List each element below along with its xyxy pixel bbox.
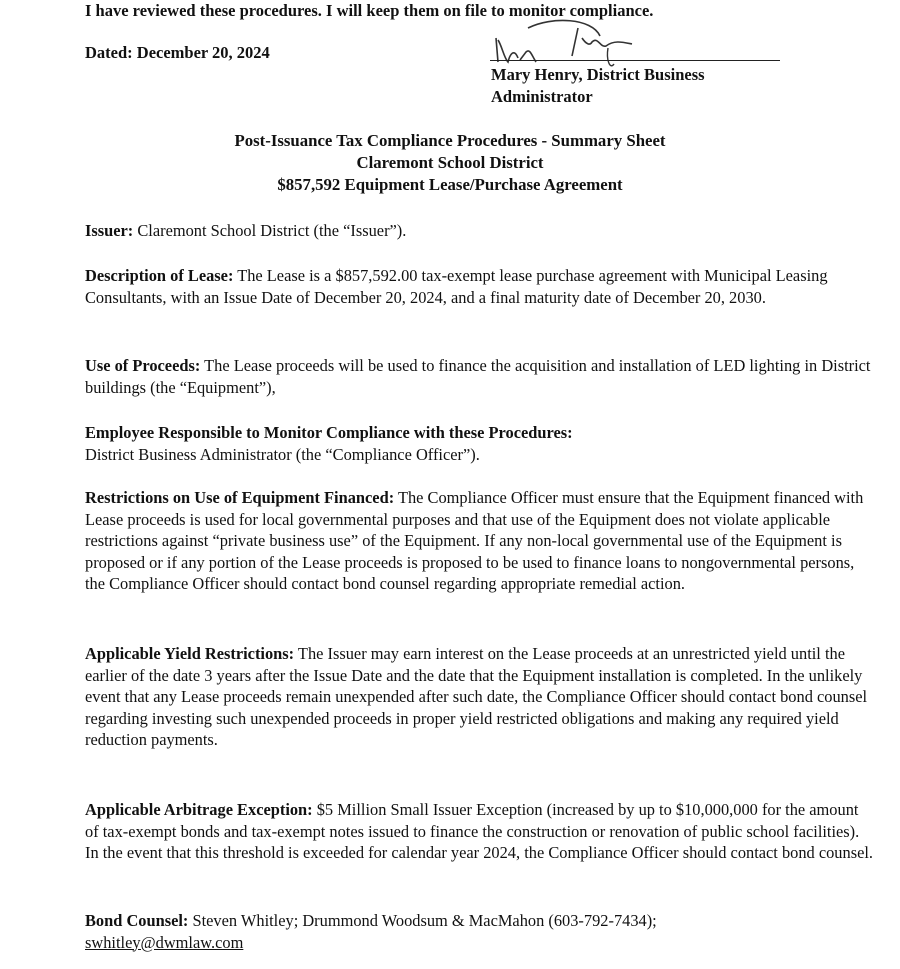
section-use-of-proceeds [85, 355, 875, 398]
signature-line [490, 60, 780, 61]
bond-counsel-email-link[interactable]: swhitley@dwmlaw.com [85, 932, 244, 952]
section-text: Claremont School District (the “Issuer”). [133, 221, 407, 240]
section-label: Bond Counsel: [85, 911, 189, 930]
dated-label: Dated: December 20, 2024 [85, 43, 270, 62]
section-issuer [85, 220, 875, 242]
section-text: $5 Million Small Issuer Exception (increased by up to $10,000,000 for the amount of tax-exempt bonds and tax-exempt notes issued to finance the construction or renovation of public school facilities). In the event that this threshold is exceeded for calendar year 2024, the Compliance Officer should contact bond counsel. [85, 800, 874, 863]
section-text: The Lease is a $857,592.00 tax-exempt lease purchase agreement with Municipal Leasing Consultants, with an Issue Date of December 20, 2024, and a final maturity date of December 20, 2030. [85, 266, 828, 307]
section-label: Applicable Yield Restrictions: [85, 644, 295, 663]
section-arbitrage-exception [85, 799, 875, 864]
section-text: The Issuer may earn interest on the Lease proceeds at an unrestricted yield until the earlier of the date 3 years after the Issue Date and the date that the Equipment installation is completed. In the unlikely event that any Lease proceeds remain unexpended after such date, the Compliance Officer should contact bond counsel regarding investing such unexpended proceeds in proper yield restricted obligations and making any required yield reduction payments. [85, 644, 868, 750]
signatory-title: Administrator [491, 87, 593, 106]
section-text: The Lease proceeds will be used to finance the acquisition and installation of LED lighting in District buildings (the “Equipment”), [85, 356, 871, 397]
section-label: Restrictions on Use of Equipment Financed: [85, 488, 395, 507]
section-label: Description of Lease: [85, 266, 234, 285]
section-yield-restrictions [85, 643, 875, 751]
section-label: Use of Proceeds: [85, 356, 201, 375]
section-text: The Compliance Officer must ensure that the Equipment financed with Lease proceeds is used for local governmental purposes and that use of the Equipment does not violate applicable restrictions against “private business use” of the Equipment. If any non-local governmental use of the Equipment is proposed or if any portion of the Lease proceeds is proposed to be used to finance loans to nongovernmental persons, the Compliance Officer should contact bond counsel regarding appropriate remedial action. [85, 488, 864, 594]
document-title [0, 130, 900, 196]
signatory-name: Mary Henry, District Business [491, 65, 705, 84]
review-statement: I have reviewed these procedures. I will keep them on file to monitor compliance. [85, 1, 654, 20]
section-description-of-lease [85, 265, 875, 308]
section-bond-counsel [85, 910, 875, 953]
section-restrictions-on-use [85, 487, 875, 595]
title-line-3: $857,592 Equipment Lease/Purchase Agreement [277, 175, 623, 194]
section-text: District Business Administrator (the “Compliance Officer”). [85, 444, 480, 464]
section-employee-responsible [85, 422, 875, 465]
section-label: Employee Responsible to Monitor Compliance with these Procedures: [85, 423, 573, 442]
section-label: Applicable Arbitrage Exception: [85, 800, 313, 819]
section-label: Issuer: [85, 221, 134, 240]
title-line-2: Claremont School District [356, 153, 544, 172]
title-line-1: Post-Issuance Tax Compliance Procedures - Summary Sheet [234, 131, 666, 150]
section-text: Steven Whitley; Drummond Woodsum & MacMahon (603-792-7434); [188, 911, 657, 930]
